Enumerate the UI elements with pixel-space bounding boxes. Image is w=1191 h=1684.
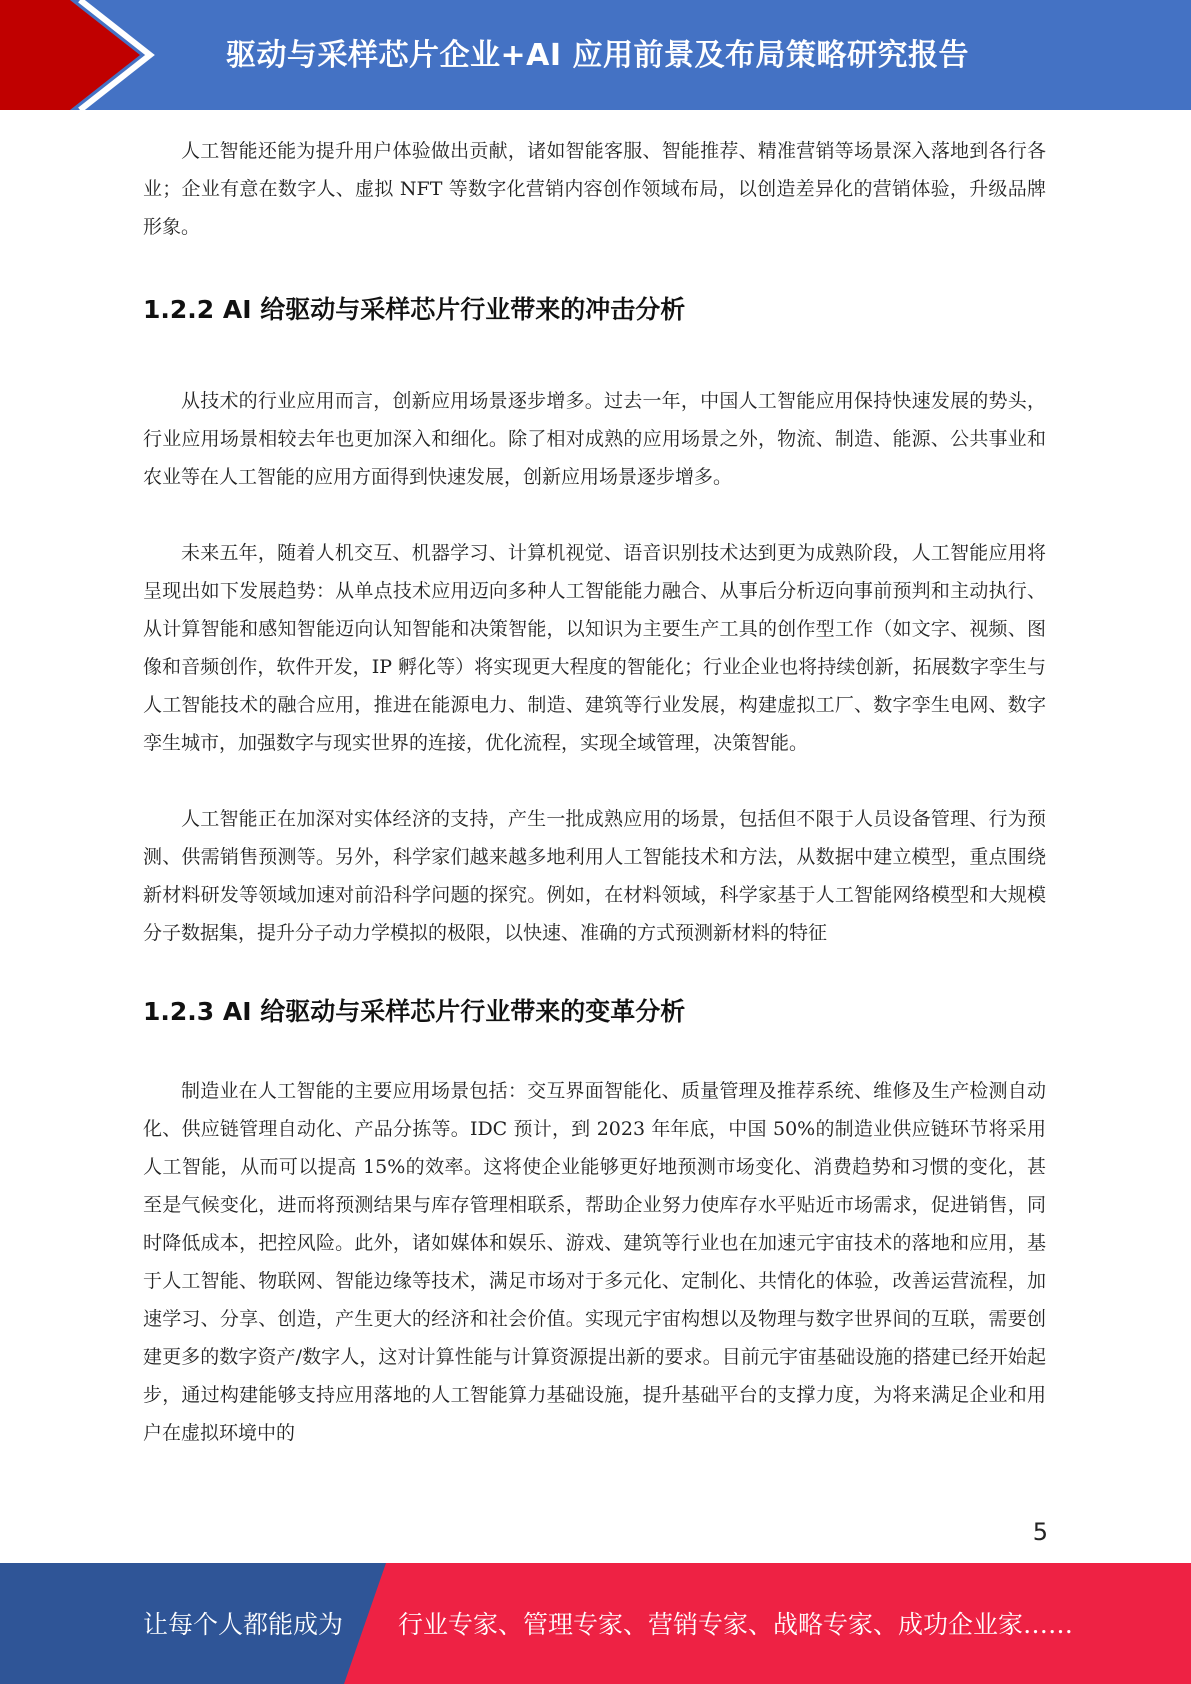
section-heading-1-2-3: 1.2.3 AI 给驱动与采样芯片行业带来的变革分析	[143, 997, 686, 1026]
page-number: 5	[1032, 1518, 1048, 1546]
header-chevron-decoration	[0, 0, 160, 110]
page-header	[0, 0, 1191, 110]
footer-slogan-right: 行业专家、管理专家、营销专家、战略专家、成功企业家……	[398, 1610, 1074, 1639]
header-chevron-red	[0, 0, 140, 110]
section-heading-1-2-2: 1.2.2 AI 给驱动与采样芯片行业带来的冲击分析	[143, 295, 686, 324]
report-title: 驱动与采样芯片企业+AI 应用前景及布局策略研究报告	[226, 38, 969, 73]
paragraph-real-economy-support: 人工智能正在加深对实体经济的支持，产生一批成熟应用的场景，包括但不限于人员设备管理、行为预测、供需销售预测等。另外，科学家们越来越多地利用人工智能技术和方法，从数据中建立模型，重点围绕新材料研发等领域加速对前沿科学问题的探究。例如，在材料领域，科学家基于人工智能网络模型和大规模分子数据集，提升分子动力学模拟的极限，以快速、准确的方式预测新材料的特征	[143, 808, 1046, 944]
paragraph-five-year-trends: 未来五年，随着人机交互、机器学习、计算机视觉、语音识别技术达到更为成熟阶段，人工智能应用将呈现出如下发展趋势：从单点技术应用迈向多种人工智能能力融合、从事后分析迈向事前预判和主动执行、从计算智能和感知智能迈向认知智能和决策智能，以知识为主要生产工具的创作型工作（如文字、视频、图像和音频创作，软件开发，IP 孵化等）将实现更大程度的智能化；行业企业也将持续创新，拓展数字孪生与人工智能技术的融合应用，推进在能源电力、制造、建筑等行业发展，构建虚拟工厂、数字孪生电网、数字孪生城市，加强数字与现实世界的连接，优化流程，实现全域管理，决策智能。	[143, 542, 1046, 754]
paragraph-manufacturing-scenarios: 制造业在人工智能的主要应用场景包括：交互界面智能化、质量管理及推荐系统、维修及生产检测自动化、供应链管理自动化、产品分拣等。IDC 预计，到 2023 年年底，中国 50%的制造业供应链环节将采用人工智能，从而可以提高 15%的效率。这将使企业能够更好地预测市场变化、消费趋势和习惯的变化，甚至是气候变化，进而将预测结果与库存管理相联系，帮助企业努力使库存水平贴近市场需求，促进销售，同时降低成本，把控风险。此外，诸如媒体和娱乐、游戏、建筑等行业也在加速元宇宙技术的落地和应用，基于人工智能、物联网、智能边缘等技术，满足市场对于多元化、定制化、共情化的体验，改善运营流程，加速学习、分享、创造，产生更大的经济和社会价值。实现元宇宙构想以及物理与数字世界间的互联，需要创建更多的数字资产/数字人，这对计算性能与计算资源提出新的要求。目前元宇宙基础设施的搭建已经开始起步，通过构建能够支持应用落地的人工智能算力基础设施，提升基础平台的支撑力度，为将来满足企业和用户在虚拟环境中的	[143, 1080, 1046, 1444]
footer-slogan-left: 让每个人都能成为	[143, 1610, 344, 1639]
paragraph-ai-user-experience: 人工智能还能为提升用户体验做出贡献，诸如智能客服、智能推荐、精准营销等场景深入落地到各行各业；企业有意在数字人、虚拟 NFT 等数字化营销内容创作领域布局，以创造差异化的营销体验，升级品牌形象。	[143, 140, 1046, 238]
document-body	[143, 132, 1046, 1452]
page-footer	[0, 1563, 1191, 1684]
paragraph-industry-application: 从技术的行业应用而言，创新应用场景逐步增多。过去一年，中国人工智能应用保持快速发展的势头，行业应用场景相较去年也更加深入和细化。除了相对成熟的应用场景之外，物流、制造、能源、公共事业和农业等在人工智能的应用方面得到快速发展，创新应用场景逐步增多。	[143, 390, 1046, 488]
